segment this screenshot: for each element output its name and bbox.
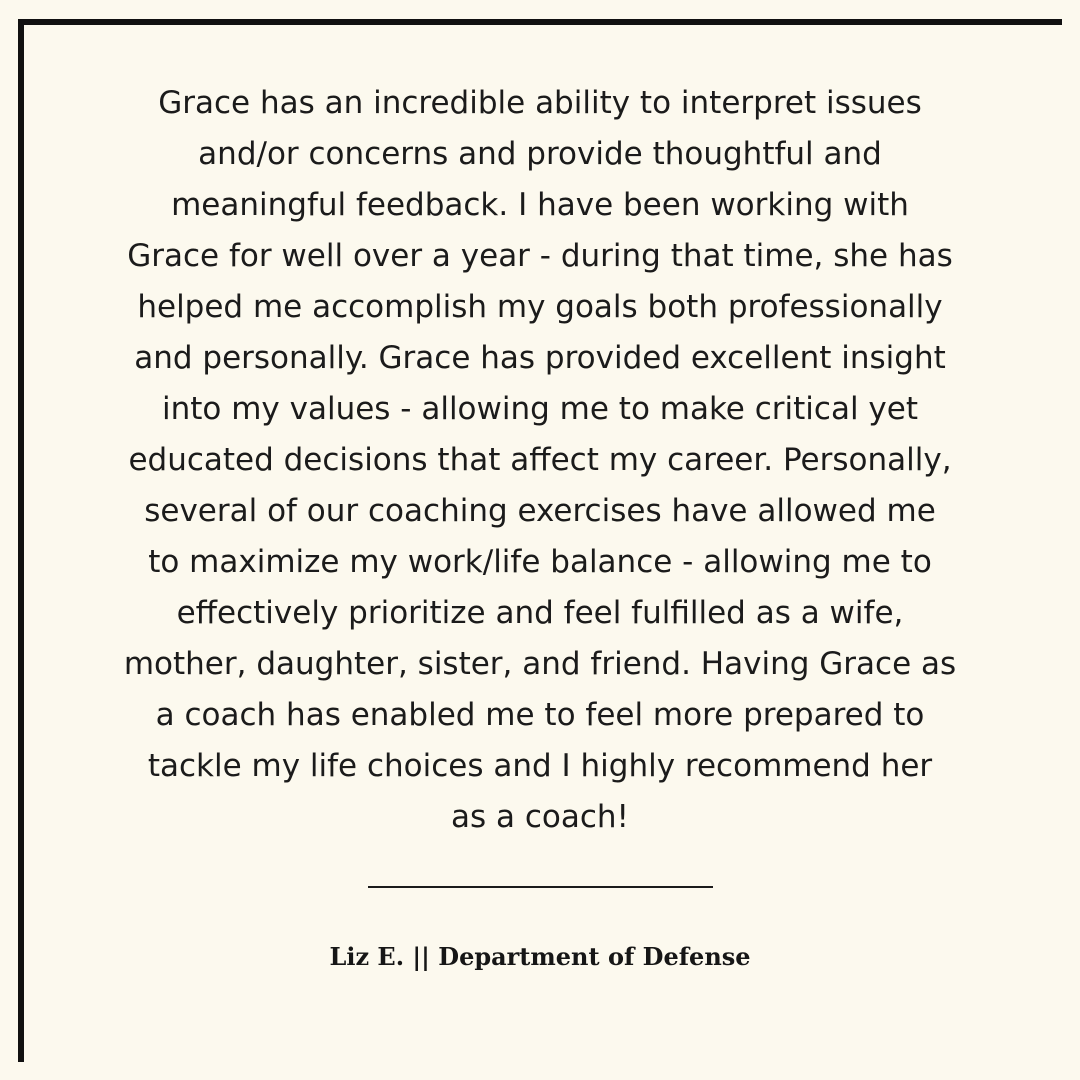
quote-line: effectively prioritize and feel fulfilled as a wife, [176,595,904,631]
quote-line: helped me accomplish my goals both professionally [137,289,943,325]
quote-line: and/or concerns and provide thoughtful and [198,136,882,172]
quote-line: meaningful feedback. I have been working with [171,187,909,223]
quote-line: educated decisions that affect my career. Personally, [128,442,952,478]
testimonial-quote [60,78,1020,843]
quote-line: as a coach! [451,799,629,835]
quote-line: tackle my life choices and I highly recommend her [147,748,933,784]
quote-line: several of our coaching exercises have allowed me [144,493,936,529]
quote-line: into my values - allowing me to make critical yet [161,391,918,427]
divider-line [368,886,713,888]
quote-line: a coach has enabled me to feel more prepared to [155,697,925,733]
quote-line: to maximize my work/life balance - allowing me to [148,544,932,580]
testimonial-attribution: Liz E. || Department of Defense [329,942,751,971]
quote-line: Grace has an incredible ability to interpret issues [158,85,922,121]
frame-left-border [18,19,24,1062]
frame-top-border [18,19,1062,25]
quote-line: Grace for well over a year - during that time, she has [127,238,953,274]
quote-line: mother, daughter, sister, and friend. Having Grace as [123,646,957,682]
quote-line: and personally. Grace has provided excellent insight [134,340,946,376]
